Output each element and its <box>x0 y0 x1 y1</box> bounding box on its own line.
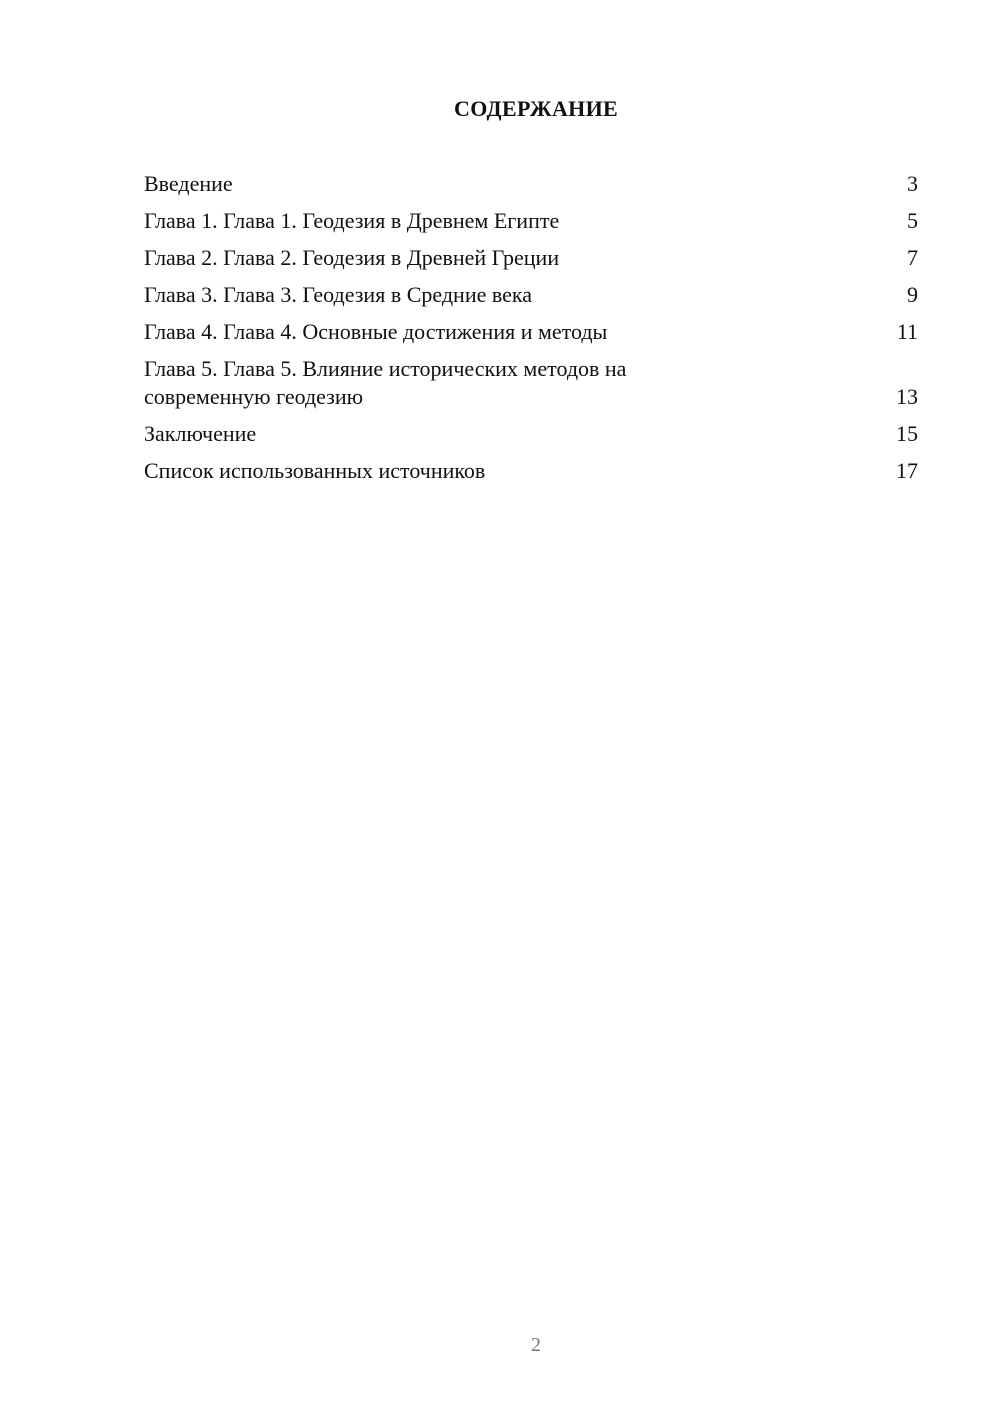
toc-entry[interactable] <box>144 420 918 448</box>
toc-entry-text: Введение <box>144 171 233 196</box>
toc-entry-text: Глава 3. Глава 3. Геодезия в Средние века <box>144 282 533 307</box>
toc-entry-text: Глава 5. Глава 5. Влияние исторических методов на современную геодезию <box>144 356 627 409</box>
page-number: 2 <box>531 1334 541 1356</box>
toc-entry[interactable] <box>144 457 918 485</box>
toc-entry-page: 9 <box>907 282 918 307</box>
toc-entry-page: 15 <box>896 421 918 446</box>
toc-entry[interactable] <box>144 355 918 411</box>
toc-entry-text: Список использованных источников <box>144 458 486 483</box>
toc-entry[interactable] <box>144 281 918 309</box>
toc-entry[interactable] <box>144 207 918 235</box>
toc-entry-text: Глава 1. Глава 1. Геодезия в Древнем Египте <box>144 208 560 233</box>
toc-entry-page: 3 <box>907 171 918 196</box>
toc-entry[interactable] <box>144 318 918 346</box>
toc-entry-page: 11 <box>896 319 918 344</box>
toc-entry-text: Глава 2. Глава 2. Геодезия в Древней Греции <box>144 245 560 270</box>
toc-entry-page: 13 <box>896 384 918 409</box>
toc-entry[interactable] <box>144 170 918 198</box>
toc-entry-text: Глава 4. Глава 4. Основные достижения и методы <box>144 319 608 344</box>
toc-entry[interactable] <box>144 244 918 272</box>
toc-list <box>144 170 918 494</box>
toc-entry-text: Заключение <box>144 421 257 446</box>
toc-entry-page: 17 <box>896 458 918 483</box>
toc-title: СОДЕРЖАНИЕ <box>454 96 618 121</box>
toc-entry-page: 5 <box>907 208 918 233</box>
toc-entry-page: 7 <box>907 245 918 270</box>
